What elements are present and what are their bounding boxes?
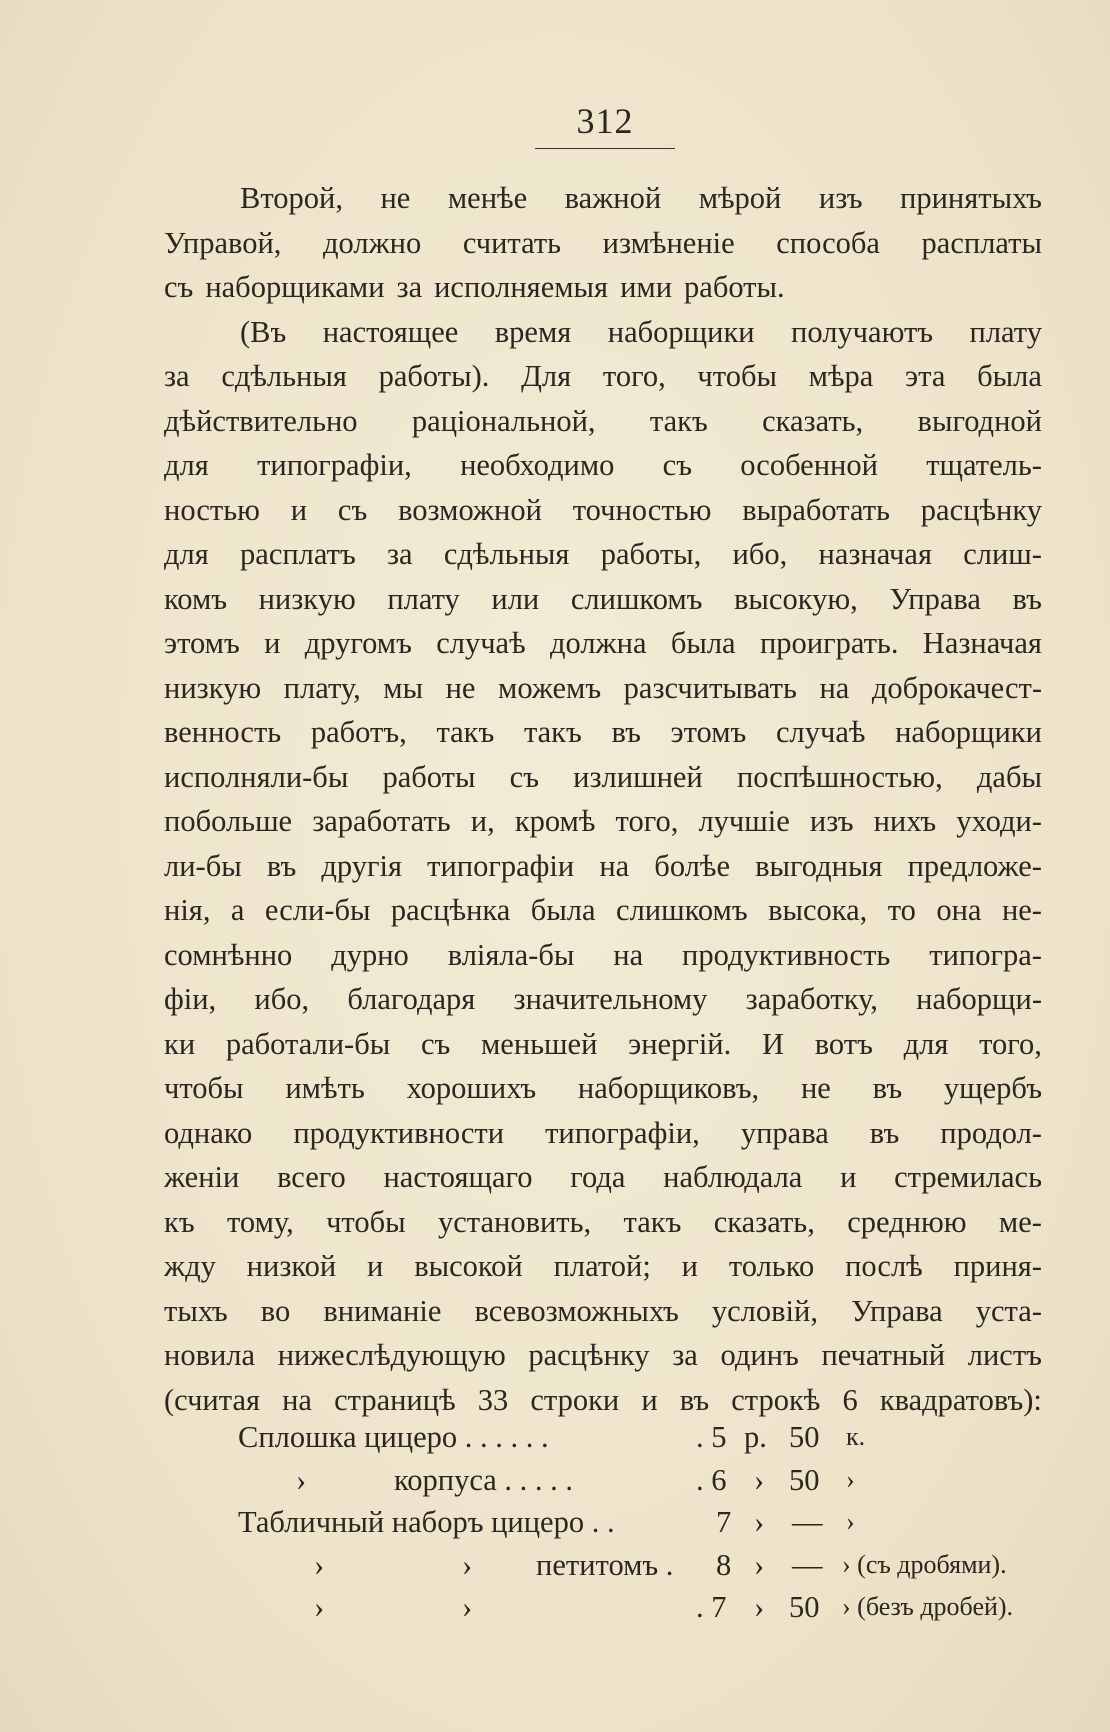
word: плату, (283, 670, 361, 705)
price-amount: 7 (716, 1505, 732, 1539)
word: (считая (164, 1382, 261, 1417)
word: типографіи (427, 848, 575, 883)
word: работали-бы (225, 1026, 391, 1061)
price-kopecks: 50 (789, 1420, 820, 1454)
word: всего (277, 1160, 346, 1194)
word: настоящаго (383, 1160, 533, 1194)
text-line (164, 443, 1042, 488)
word: работы (382, 759, 476, 794)
word: за (396, 270, 423, 304)
price-tail: к. (846, 1422, 866, 1451)
word: энергій. (628, 1026, 732, 1061)
word: исполняемыя (434, 270, 609, 304)
word: дѣйствительно (164, 403, 358, 438)
word: для (164, 537, 209, 571)
word: должно (323, 225, 422, 260)
paragraph-1 (164, 176, 1042, 310)
word: заработку, (745, 982, 878, 1016)
word: послѣ (845, 1249, 923, 1283)
text-line (164, 1022, 1042, 1067)
word: получаютъ (791, 314, 934, 349)
paragraph-2 (164, 310, 1042, 1423)
word: выгодныя (755, 848, 883, 883)
word: низкой (246, 1249, 337, 1283)
word: (Въ (240, 314, 287, 349)
word: важной (564, 181, 662, 215)
word: строкѣ (731, 1382, 821, 1417)
word: необходимо (460, 448, 615, 482)
word: такъ (649, 403, 708, 438)
price-row (164, 1501, 1044, 1544)
word: установить, (437, 1204, 592, 1239)
word: только (728, 1249, 815, 1283)
word: способа (776, 225, 880, 260)
word: наборщи- (916, 982, 1042, 1016)
word: была (670, 626, 736, 660)
text-line (164, 933, 1042, 978)
word: печатный (821, 1338, 946, 1372)
price-tail: › (съ дробями). (842, 1549, 1007, 1579)
word: Назначая (922, 626, 1042, 660)
word: ностью (164, 492, 260, 527)
word: поспѣшностью, (736, 759, 943, 794)
word: наборщики (607, 314, 755, 349)
word: этомъ (164, 626, 240, 660)
word: въ (679, 1382, 710, 1417)
word: проиграть. (759, 626, 899, 660)
word: можемъ (498, 670, 602, 705)
word: вниманіе (323, 1293, 442, 1328)
word: принятыхъ (900, 181, 1042, 215)
word: плату (969, 314, 1042, 349)
word: И (761, 1026, 785, 1061)
word: сомнѣнно (164, 937, 293, 972)
word: точностью (572, 492, 712, 527)
word: высока, (768, 893, 868, 927)
price-kopecks: — (792, 1505, 823, 1539)
word: измѣненіе (602, 225, 735, 260)
word: низкую (164, 670, 262, 705)
word: кромѣ (514, 804, 596, 838)
word: наборщиковъ, (577, 1071, 760, 1105)
word: уста- (975, 1293, 1042, 1328)
text-line (164, 399, 1042, 444)
word: и (641, 1382, 658, 1417)
word: была (977, 359, 1042, 393)
word: съ (164, 270, 194, 304)
word: назначая (818, 537, 932, 571)
text-line (164, 221, 1042, 266)
word: квадратовъ): (879, 1382, 1042, 1417)
price-row (164, 1586, 1044, 1629)
price-row (164, 1544, 1044, 1587)
word: эта (905, 359, 946, 393)
word: не (445, 670, 476, 705)
body-text (164, 176, 1042, 1422)
word: не (380, 181, 411, 215)
word: нижеслѣдующую (277, 1338, 506, 1372)
text-line (164, 310, 1042, 355)
word: нія, (164, 893, 211, 927)
word: на (282, 1382, 312, 1417)
word: того, (979, 1026, 1042, 1061)
text-line (164, 799, 1042, 844)
word: раціональной, (411, 403, 596, 438)
word: считать (462, 225, 562, 260)
word: наборщиками (205, 270, 385, 304)
word: вліяла-бы (447, 937, 575, 972)
word: и (264, 626, 281, 660)
text-line (164, 176, 1042, 221)
word: имѣть (285, 1071, 365, 1105)
word: если-бы (264, 893, 371, 927)
word: во (260, 1293, 291, 1328)
word: за (672, 1338, 698, 1372)
word: работы). (378, 359, 490, 393)
word: чтобы (697, 359, 777, 393)
price-label: Табличный наборъ цицеро . . (238, 1505, 615, 1539)
price-kopecks: — (792, 1547, 823, 1582)
price-table (164, 1416, 1044, 1629)
word: этомъ (670, 715, 747, 749)
price-amount: 8 (716, 1547, 732, 1582)
word: Управа (851, 1293, 943, 1328)
word: страницѣ (334, 1382, 456, 1417)
word: побольше (164, 804, 293, 838)
word: мѣрой (698, 181, 782, 215)
text-line (164, 844, 1042, 889)
word: Управа (889, 581, 981, 616)
word: случаѣ (775, 715, 866, 749)
text-line (164, 577, 1042, 622)
word: въ (266, 848, 297, 883)
price-unit: › (754, 1547, 765, 1582)
price-unit: › (754, 1590, 765, 1624)
word: значительному (513, 982, 708, 1016)
price-label: петитомъ . (536, 1547, 674, 1582)
word: и (681, 1249, 698, 1283)
word: и, (470, 804, 495, 838)
word: женіи (164, 1160, 240, 1194)
word: такъ (623, 1204, 682, 1239)
word: то (887, 893, 916, 927)
word: управа (740, 1115, 829, 1150)
word: Для (521, 359, 572, 393)
text-line (164, 888, 1042, 933)
text-line (164, 1333, 1042, 1378)
word: наборщики (895, 715, 1042, 749)
price-row (164, 1416, 1044, 1459)
word: расцѣнка (390, 893, 511, 927)
price-label: › (462, 1547, 473, 1582)
word: платой; (553, 1249, 651, 1283)
word: комъ (164, 581, 228, 616)
word: ме- (998, 1204, 1042, 1239)
word: низкую (258, 581, 356, 616)
word: расплатъ (240, 537, 356, 571)
word: Управой, (164, 225, 282, 260)
word: продуктивности (293, 1115, 505, 1150)
word: того, (615, 804, 679, 838)
price-row (164, 1459, 1044, 1502)
word: слишкомъ (616, 893, 748, 927)
price-amount: . 7 (696, 1590, 727, 1624)
word: однако (164, 1115, 253, 1150)
word: работы, (600, 537, 702, 571)
price-kopecks: 50 (789, 1590, 820, 1624)
price-label: › (296, 1462, 307, 1497)
word: одинъ (720, 1338, 799, 1372)
word: нихъ (873, 804, 937, 838)
word: Второй, (240, 181, 343, 215)
word: сдѣльныя (221, 359, 347, 393)
word: чтобы (326, 1204, 406, 1239)
word: дурно (331, 937, 409, 972)
text-line (164, 755, 1042, 800)
price-label: Сплошка цицеро . . . . . . (238, 1420, 549, 1454)
word: жду (164, 1249, 216, 1283)
word: вотъ (814, 1026, 873, 1061)
word: расплаты (921, 225, 1042, 260)
word: выгодной (917, 403, 1042, 438)
text-line (164, 1244, 1042, 1289)
word: тыхъ (164, 1293, 228, 1328)
word: съ (662, 448, 692, 482)
price-tail: › (846, 1507, 855, 1536)
text-line (164, 666, 1042, 711)
word: въ (869, 1115, 900, 1150)
word: для (164, 448, 209, 482)
word: ибо, (732, 537, 788, 571)
word: среднюю (847, 1204, 967, 1239)
word: мы (383, 670, 424, 705)
word: а (230, 893, 245, 927)
text-line (164, 1289, 1042, 1334)
word: заработать (312, 804, 451, 838)
word: благодаря (347, 982, 476, 1016)
word: продол- (940, 1115, 1042, 1150)
word: на (599, 848, 630, 883)
text-line (164, 532, 1042, 577)
word: типографіи, (545, 1115, 700, 1150)
word: исполняли-бы (164, 759, 349, 794)
price-kopecks: 50 (789, 1462, 820, 1497)
word: не- (1001, 893, 1042, 927)
word: она (936, 893, 982, 927)
word: новила (164, 1338, 256, 1372)
word: мѣра (808, 359, 874, 393)
word: ибо, (254, 982, 310, 1016)
word: плату (387, 581, 460, 616)
word: высокую, (734, 581, 858, 616)
text-line (164, 488, 1042, 533)
word: типографіи, (257, 448, 412, 482)
word: 33 (477, 1382, 509, 1417)
word: того, (602, 359, 666, 393)
word: разсчитывать (623, 670, 797, 705)
word: болѣе (654, 848, 730, 883)
text-line (164, 1200, 1042, 1245)
text-line (164, 710, 1042, 755)
word: сказать, (713, 1204, 815, 1239)
word: сказать, (762, 403, 864, 438)
word: предложе- (907, 848, 1042, 883)
page-number: 312 (576, 101, 634, 141)
word: должна (549, 626, 647, 660)
word: и (290, 492, 308, 527)
word: чтобы (164, 1071, 244, 1105)
word: тому, (226, 1204, 294, 1239)
price-label: › (314, 1547, 325, 1582)
price-label: › (314, 1590, 325, 1624)
price-tail: › (безъ дробей). (842, 1592, 1014, 1621)
word: года (570, 1160, 626, 1194)
price-label: корпуса . . . . . (394, 1462, 574, 1497)
text-line (164, 1155, 1042, 1200)
price-amount: . 6 (696, 1462, 727, 1497)
word: расцѣнку (528, 1338, 650, 1372)
word: сдѣльныя (443, 537, 570, 571)
word: фіи, (164, 982, 217, 1016)
word: за (387, 537, 413, 571)
word: была (530, 893, 596, 927)
word: 6 (842, 1382, 858, 1417)
word: случаѣ (436, 626, 526, 660)
word: съ (420, 1026, 451, 1061)
word: съ (509, 759, 539, 794)
word: расцѣнку (920, 492, 1042, 527)
word: выработать (742, 492, 890, 527)
word: и (367, 1249, 384, 1283)
word: слишкомъ (570, 581, 703, 616)
text-line (164, 1066, 1042, 1111)
word: стремилась (894, 1160, 1042, 1194)
word: такъ (523, 715, 582, 749)
word: ими (620, 270, 673, 304)
word: ущербъ (943, 1071, 1042, 1105)
word: или (491, 581, 540, 616)
text-line (164, 265, 1042, 310)
word: меньшей (480, 1026, 598, 1061)
word: для (903, 1026, 949, 1061)
page-number-rule (535, 148, 675, 149)
text-line (164, 977, 1042, 1022)
word: менѣе (447, 181, 528, 215)
word: строки (530, 1382, 620, 1417)
word: работъ, (310, 715, 407, 749)
word: не (800, 1071, 831, 1105)
word: работы. (684, 270, 785, 304)
word: въ (1012, 581, 1042, 616)
word: изъ (809, 804, 854, 838)
word: изъ (818, 181, 863, 215)
word: за (164, 359, 190, 393)
price-unit: › (754, 1462, 765, 1497)
word: венность (164, 715, 282, 749)
price-unit: › (754, 1505, 765, 1539)
word: слиш- (963, 537, 1042, 571)
word: особенной (740, 448, 878, 482)
price-unit: р. (744, 1420, 767, 1454)
word: наблюдала (663, 1160, 803, 1194)
word: и (840, 1160, 857, 1194)
word: всевозможныхъ (474, 1293, 679, 1328)
word: возможной (398, 492, 542, 527)
word: на (613, 937, 644, 972)
price-amount: . 5 (696, 1420, 727, 1454)
word: продуктивность (682, 937, 891, 972)
word: ли-бы (164, 848, 242, 883)
word: ки (164, 1026, 196, 1061)
word: время (494, 314, 572, 349)
word: въ (611, 715, 641, 749)
word: уходи- (956, 804, 1042, 838)
word: типогра- (929, 937, 1042, 972)
word: условій, (711, 1293, 818, 1328)
word: тщатель- (926, 448, 1042, 482)
word: къ (164, 1204, 195, 1239)
price-label: › (462, 1590, 473, 1624)
word: излишней (573, 759, 703, 794)
word: съ (337, 492, 368, 527)
price-tail: › (846, 1464, 855, 1494)
word: лучшіе (698, 804, 790, 838)
word: въ (872, 1071, 903, 1105)
word: такъ (436, 715, 495, 749)
word: приня- (953, 1249, 1042, 1283)
word: другомъ (304, 626, 412, 660)
text-line (164, 1111, 1042, 1156)
word: хорошихъ (406, 1071, 537, 1105)
word: дабы (976, 759, 1042, 794)
text-line (164, 354, 1042, 399)
word: настоящее (322, 314, 459, 349)
word: на (819, 670, 850, 705)
word: другія (321, 848, 402, 883)
word: листъ (967, 1338, 1042, 1372)
text-line (164, 621, 1042, 666)
word: доброкачест- (871, 670, 1042, 705)
word: высокой (414, 1249, 523, 1283)
